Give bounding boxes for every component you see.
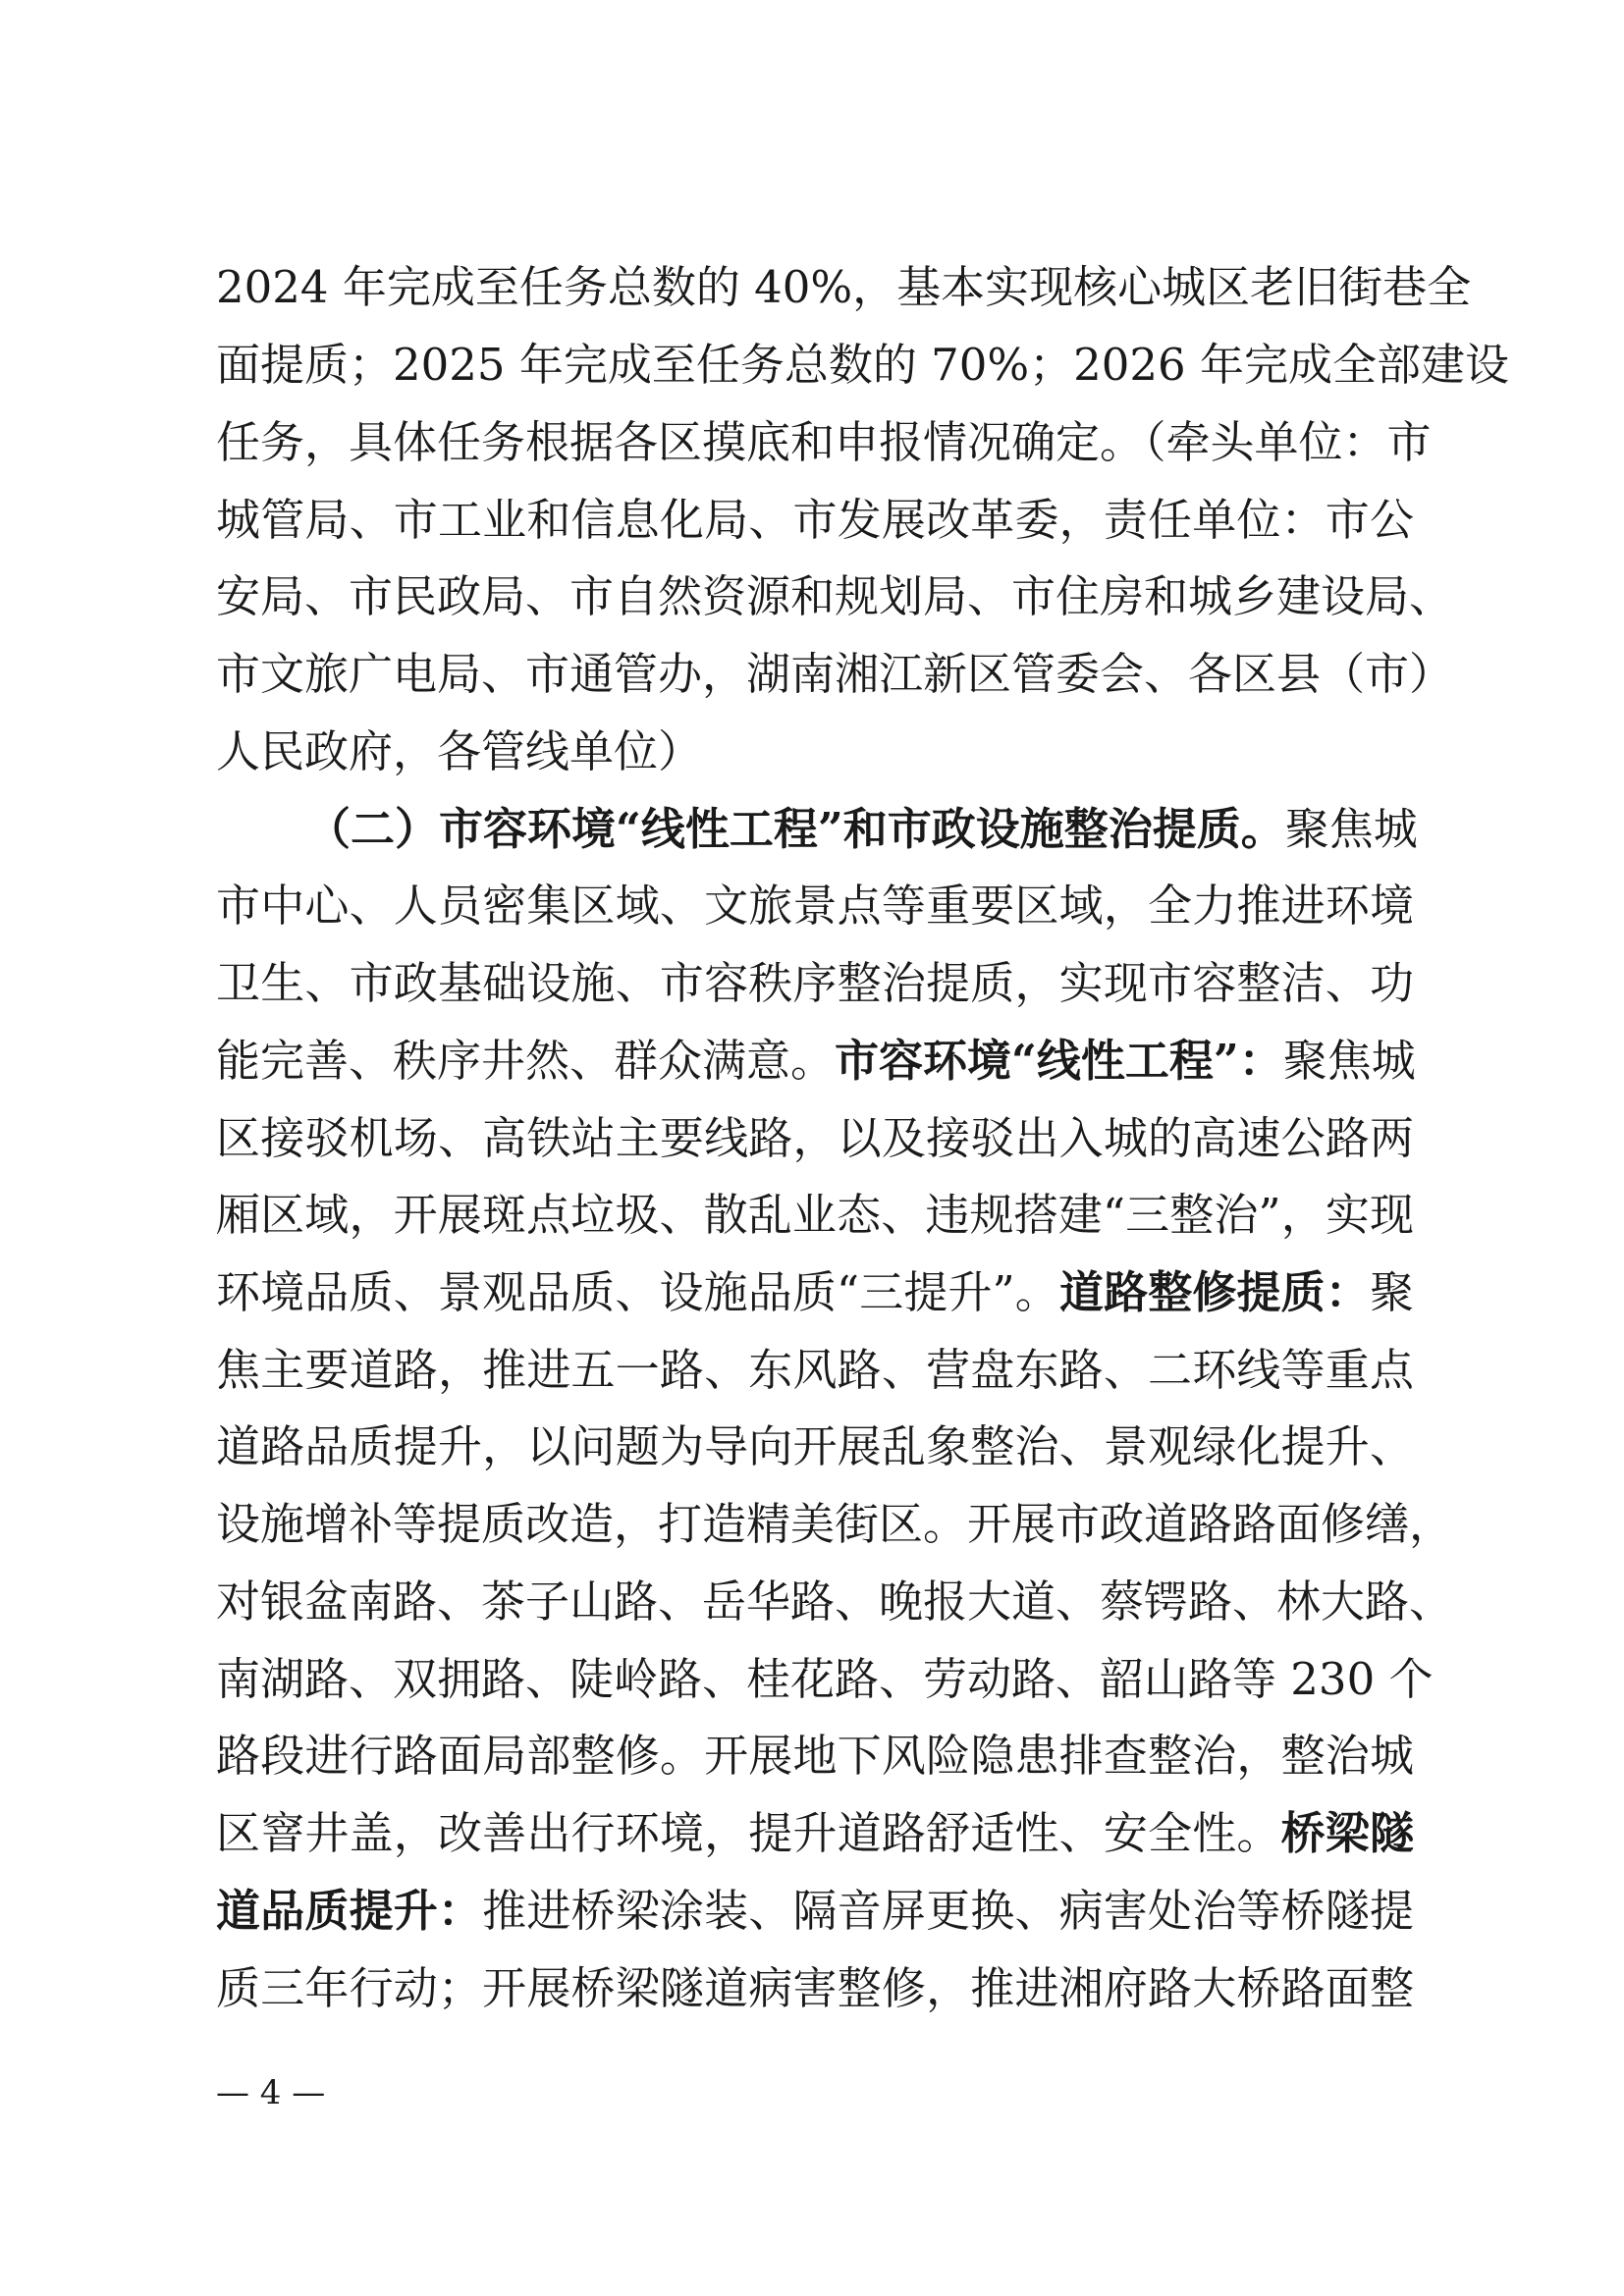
text-segment: 聚: [1369, 1266, 1414, 1318]
text-segment: 人民政府，各管线单位）: [216, 725, 703, 777]
text-segment: 推进桥梁涂装、隔音屏更换、病害处治等桥隧提: [482, 1885, 1414, 1937]
text-line: [216, 1650, 1434, 1709]
text-segment: 聚焦城: [1282, 1035, 1416, 1087]
text-line: [216, 1186, 1414, 1245]
text-line: [216, 877, 1414, 935]
text-line: [216, 1495, 1454, 1554]
text-line: [216, 645, 1454, 704]
text-segment: 卫生、市政基础设施、市容秩序整治提质，实现市容整洁、功: [216, 957, 1414, 1009]
text-line: [216, 1109, 1414, 1168]
text-segment: 2024 年完成至任务总数的 40%，基本实现核心城区老旧街巷全: [216, 261, 1472, 313]
text-line: [216, 1417, 1414, 1476]
text-segment: 路段进行路面局部整修。开展地下风险隐患排查整治，整治城: [216, 1730, 1414, 1782]
text-segment: 市中心、人员密集区域、文旅景点等重要区域，全力推进环境: [216, 880, 1414, 932]
text-segment: 城管局、市工业和信息化局、市发展改革委，责任单位：市公: [216, 494, 1414, 546]
text-line: [216, 954, 1414, 1013]
text-segment: 对银盆南路、茶子山路、岳华路、晚报大道、蔡锷路、林大路、: [216, 1575, 1454, 1628]
text-segment: 设施增补等提质改造，打造精美街区。开展市政道路路面修缮，: [216, 1498, 1454, 1550]
text-line: [216, 413, 1432, 472]
page-number: — 4 —: [216, 2073, 326, 2112]
text-line: [306, 800, 1418, 859]
text-line: [216, 1573, 1454, 1631]
text-line: [216, 258, 1472, 317]
text-segment: 任务，具体任务根据各区摸底和申报情况确定。（牵头单位：市: [216, 416, 1432, 468]
text-line: [216, 336, 1509, 395]
bold-heading-text: （二）市容环境“线性工程”和市政设施整治提质。: [306, 803, 1285, 855]
text-line: [216, 1882, 1414, 1941]
text-segment: 道路品质提升，以问题为导向开展乱象整治、景观绿化提升、: [216, 1420, 1414, 1472]
bold-heading-text: 市容环境“线性工程”：: [835, 1035, 1283, 1087]
text-segment: 焦主要道路，推进五一路、东风路、营盘东路、二环线等重点: [216, 1344, 1414, 1396]
text-line: [216, 1263, 1414, 1322]
text-segment: 厢区域，开展斑点垃圾、散乱业态、违规搭建“三整治”，实现: [216, 1189, 1414, 1241]
text-segment: 面提质；2025 年完成至任务总数的 70%；2026 年完成全部建设: [216, 339, 1509, 391]
text-line: [216, 1341, 1414, 1400]
text-line: [216, 567, 1454, 626]
text-line: [216, 1804, 1414, 1863]
text-line: [216, 1959, 1414, 2018]
text-segment: 市文旅广电局、市通管办，湖南湘江新区管委会、各区县（市）: [216, 648, 1454, 700]
text-segment: 区接驳机场、高铁站主要线路，以及接驳出入城的高速公路两: [216, 1112, 1414, 1164]
text-segment: 能完善、秩序井然、群众满意。: [216, 1035, 836, 1087]
text-segment: 南湖路、双拥路、陡岭路、桂花路、劳动路、韶山路等 230 个: [216, 1653, 1434, 1705]
bold-heading-text: 桥梁隧: [1280, 1807, 1414, 1859]
text-line: [216, 1032, 1414, 1091]
text-segment: 安局、市民政局、市自然资源和规划局、市住房和城乡建设局、: [216, 570, 1454, 622]
text-line: [216, 722, 1414, 781]
bold-heading-text: 道路整修提质：: [1058, 1266, 1370, 1318]
text-line: [216, 491, 1414, 550]
text-line: [216, 1727, 1414, 1786]
text-segment: 质三年行动；开展桥梁隧道病害整修，推进湘府路大桥路面整: [216, 1962, 1414, 2014]
text-segment: 聚焦城: [1284, 803, 1418, 855]
text-segment: 环境品质、景观品质、设施品质“三提升”。: [216, 1266, 1059, 1318]
bold-heading-text: 道品质提升：: [216, 1885, 483, 1937]
text-segment: 区窨井盖，改善出行环境，提升道路舒适性、安全性。: [216, 1807, 1281, 1859]
